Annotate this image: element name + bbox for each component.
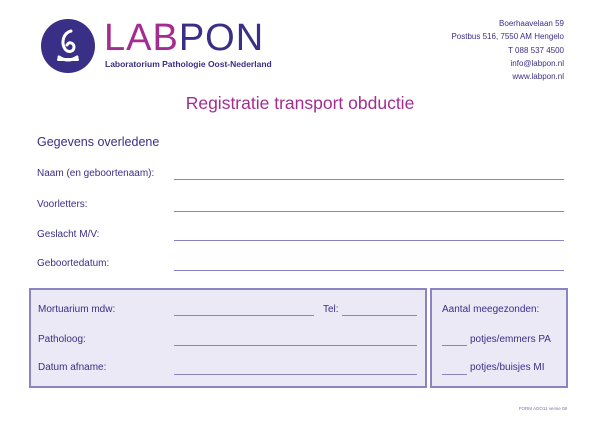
samples-title: Aantal meegezonden:: [442, 304, 540, 315]
brand-name-lab: LAB: [104, 17, 179, 59]
address-website: www.labpon.nl: [512, 72, 564, 82]
address-email: info@labpon.nl: [510, 58, 564, 68]
gender-field[interactable]: [174, 240, 564, 241]
transport-details-box: [29, 288, 427, 388]
name-label: Naam (en geboortenaam):: [37, 168, 155, 179]
mi-count-field[interactable]: [442, 374, 467, 375]
datum-afname-field[interactable]: [174, 374, 417, 375]
patholoog-label: Patholoog:: [38, 334, 86, 345]
address-phone: T 088 537 4500: [508, 45, 564, 55]
address-block: [451, 17, 564, 83]
brand-subtitle: Laboratorium Pathologie Oost-Nederland: [105, 59, 272, 69]
tel-field[interactable]: [342, 315, 417, 316]
brand-name: [104, 16, 264, 60]
birthdate-field[interactable]: [174, 270, 564, 271]
tel-label: Tel:: [323, 304, 339, 315]
mi-label: potjes/buisjes MI: [470, 362, 545, 373]
form-code: FORM ADO11 versie 08: [518, 406, 567, 411]
section-title: Gegevens overledene: [37, 135, 160, 149]
microscope-logo-icon: [41, 19, 95, 73]
pa-label: potjes/emmers PA: [470, 334, 551, 345]
datum-afname-label: Datum afname:: [38, 362, 107, 373]
name-field[interactable]: [174, 179, 564, 180]
address-postbus: Postbus 516, 7550 AM Hengelo: [451, 32, 564, 42]
pa-count-field[interactable]: [442, 345, 467, 346]
form-title: Registratie transport obductie: [185, 93, 415, 113]
birthdate-label: Geboortedatum:: [37, 258, 110, 269]
patholoog-field[interactable]: [174, 345, 417, 346]
brand-name-pon: PON: [178, 17, 265, 59]
initials-field[interactable]: [174, 211, 564, 212]
address-street: Boerhaavelaan 59: [499, 19, 564, 28]
initials-label: Voorletters:: [37, 199, 88, 210]
mortuarium-label: Mortuarium mdw:: [38, 304, 116, 315]
gender-label: Geslacht M/V:: [37, 229, 100, 240]
mortuarium-field[interactable]: [174, 315, 314, 316]
samples-box: [430, 288, 568, 388]
